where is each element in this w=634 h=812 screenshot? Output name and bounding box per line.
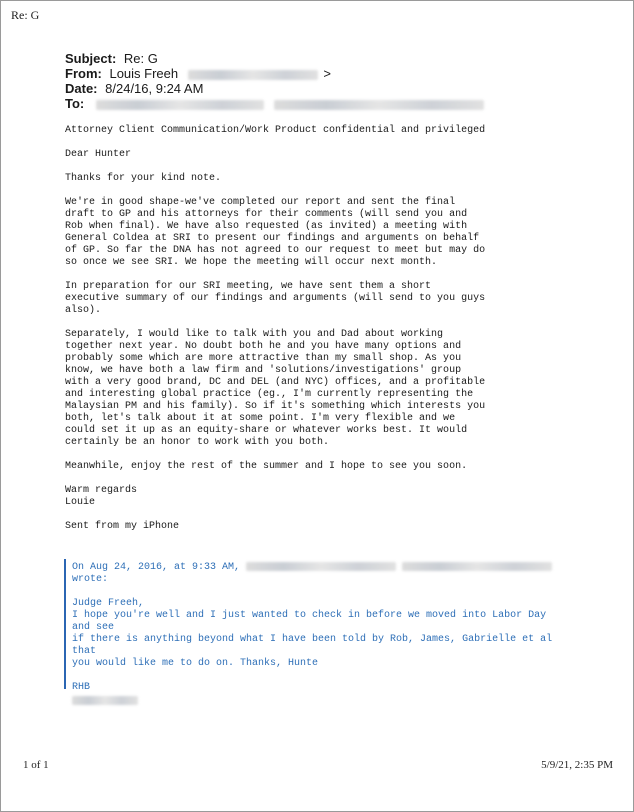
date-value: 8/24/16, 9:24 AM	[105, 81, 204, 96]
redacted-recipient	[96, 100, 264, 110]
from-suffix: >	[323, 66, 331, 81]
body-paragraph: Thanks for your kind note.	[65, 173, 222, 184]
from-name: Louis Freeh	[109, 66, 179, 81]
subject-label: Subject:	[65, 51, 117, 66]
redacted-recipient	[274, 100, 484, 110]
date-row	[65, 81, 484, 96]
quote-attribution	[72, 562, 570, 586]
confidentiality-notice: Attorney Client Communication/Work Product confidential and privileged	[65, 125, 486, 136]
body-paragraph: In preparation for our SRI meeting, we have sent them a short executive summary of our findings and arguments (will send to you guys also).	[65, 281, 486, 316]
email-header	[65, 51, 484, 111]
redacted-phone	[72, 696, 138, 705]
document-title: Re: G	[11, 8, 40, 22]
quoted-message	[64, 559, 570, 694]
from-row	[65, 66, 484, 81]
signature: Warm regards Louie	[65, 485, 138, 508]
quote-signoff: RHB	[72, 682, 91, 694]
to-label: To:	[65, 96, 85, 111]
print-timestamp: 5/9/21, 2:35 PM	[541, 759, 613, 771]
quote-intro: On Aug 24, 2016, at 9:33 AM,	[72, 562, 241, 574]
body-paragraph: We're in good shape-we've completed our report and sent the final draft to GP and his attorneys for their comments (will send you and Rob when final). We have also requested (as invited) a meeting with General Coldea at SRI to present our findings and arguments on behalf of GP. So far the DNA has not agreed to our request to meet but may do so once we see SRI. We hope the meeting will occur next month.	[65, 197, 486, 268]
quote-greeting: Judge Freeh,	[72, 598, 145, 610]
redacted-sender	[246, 562, 396, 571]
body-paragraph: Separately, I would like to talk with you and Dad about working together next year. No doubt both he and you have many options and probably some which are more attractive than my small shop. As you know, we have both a law firm and 'solutions/investigations' group with a very good brand, DC and DEL (and NYC) offices, and a profitable and interesting global practice (eg., I'm currently representing the Malaysian PM and his family). So if it's something which interests you both, let's talk about it at some point. I'm very flexible and we could set it up as an equity-share or whatever works best. It would certainly be an honor to work with you both.	[65, 329, 486, 448]
sent-from: Sent from my iPhone	[65, 521, 180, 532]
body-paragraph: Meanwhile, enjoy the rest of the summer and I hope to see you soon.	[65, 461, 468, 472]
subject-row	[65, 51, 484, 66]
page-number: 1 of 1	[23, 759, 49, 771]
redacted-sender-email	[402, 562, 552, 571]
email-body	[65, 125, 565, 545]
redacted-email	[188, 70, 318, 80]
quote-wrote: wrote:	[72, 574, 109, 586]
date-label: Date:	[65, 81, 98, 96]
salutation: Dear Hunter	[65, 149, 132, 160]
quote-message: I hope you're well and I just wanted to check in before we moved into Labor Day and see if there is anything beyond what I have been told by Rob, James, Gabrielle et al that you would like me to do on. Thanks, Hunte	[72, 610, 553, 670]
subject-value: Re: G	[123, 51, 158, 66]
from-label: From:	[65, 66, 102, 81]
to-row	[65, 96, 484, 111]
